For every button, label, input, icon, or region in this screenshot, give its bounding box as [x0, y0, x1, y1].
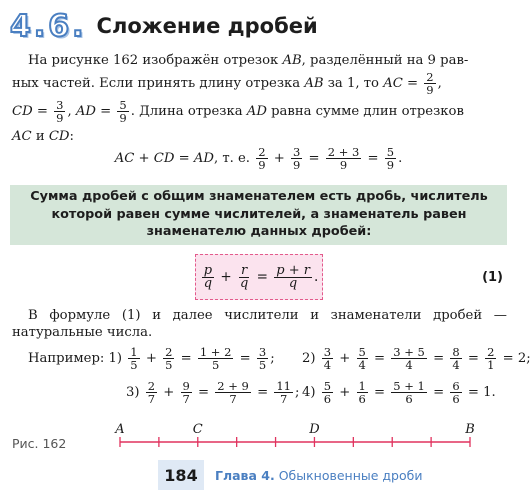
equation-lhs: AC + CD = AD: [114, 151, 214, 166]
formula-number: (1): [482, 270, 503, 285]
math-var: AB: [304, 76, 324, 91]
fraction: $\frac{3}{9}$: [56, 98, 64, 125]
text: ных частей. Если принять длину отрезка: [12, 76, 305, 91]
math-var: AB: [282, 53, 302, 68]
math-var: CD: [12, 104, 33, 119]
text: На рисунке 162 изображён отрезок: [28, 53, 283, 68]
fraction: $\frac{2}{9}$: [426, 70, 434, 97]
page-number: 184: [158, 460, 204, 490]
chapter-title: Обыкновенные дроби: [278, 468, 423, 483]
example-2: 2) $\frac{3}{4}$ + $\frac{5}{4}$ = $\frac{3 + 5}{4}$ = $\frac{8}{4}$ = $\frac{2}{1}$ = 2;: [302, 345, 531, 372]
figure-caption: Рис. 162: [12, 436, 67, 451]
text: за 1, то: [323, 76, 384, 91]
point-label: D: [309, 422, 320, 437]
example-3: 3) $\frac{2}{7}$ + $\frac{9}{7}$ = $\frac{2 + 9}{7}$ = $\frac{11}{7}$ ;: [126, 379, 300, 406]
note-paragraph: В формуле (1) и далее числители и знаменатели дробей — натуральные числа.: [12, 308, 507, 340]
chapter-number: Глава 4.: [215, 468, 275, 483]
text: =: [402, 76, 423, 91]
examples-label: Например:: [28, 351, 105, 366]
point-label: C: [192, 422, 203, 437]
math-var: AC: [12, 129, 32, 144]
section-number: 4.6.: [10, 8, 87, 44]
example-row-1: Например: 1) $\frac{1}{5}$ + $\frac{2}{5}$ = $\frac{1 + 2}{5}$ = $\frac{3}{5}$ ;: [28, 345, 275, 372]
intro-paragraph-line4: AC и CD:: [12, 129, 74, 144]
example-equation: AC + CD = AD, т. е. $\frac{2}{9}$ + $\frac{3}{9}$ = $\frac{2 + 3}{9}$ = $\frac{5}{9}$ .: [114, 145, 403, 172]
fraction: $\frac{5}{9}$: [119, 98, 127, 125]
point-label: A: [115, 422, 125, 437]
segment-figure: [0, 418, 517, 458]
point-label: B: [465, 422, 475, 437]
intro-paragraph-line2: ных частей. Если принять длину отрезка AB за 1, то AC = $\frac{2}{9}$ ,: [12, 70, 442, 97]
text: , разделённый на 9 рав-: [301, 53, 469, 68]
math-var: AC: [383, 76, 403, 91]
section-title: Сложение дробей: [96, 14, 318, 38]
math-var: AD: [75, 104, 96, 119]
intro-paragraph-line3: CD = $\frac{3}{9}$ , AD = $\frac{5}{9}$ . Длина отрезка AD равна сумме длин отрезков: [12, 98, 464, 125]
example-4: 4) $\frac{5}{6}$ + $\frac{1}{6}$ = $\frac{5 + 1}{6}$ = $\frac{6}{6}$ = 1.: [302, 379, 496, 406]
rule-text: Сумма дробей с общим знаменателем есть дробь, числитель которой равен сумме числителей, а знаменатель равен знаменателю данных дробей:: [30, 189, 488, 239]
formula-box: $\frac{p}{q}$ + $\frac{r}{q}$ = $\frac{p + r}{q}$ .: [195, 254, 323, 300]
chapter-footer: [215, 468, 422, 483]
section-header: [10, 8, 318, 44]
intro-paragraph: [12, 52, 507, 69]
